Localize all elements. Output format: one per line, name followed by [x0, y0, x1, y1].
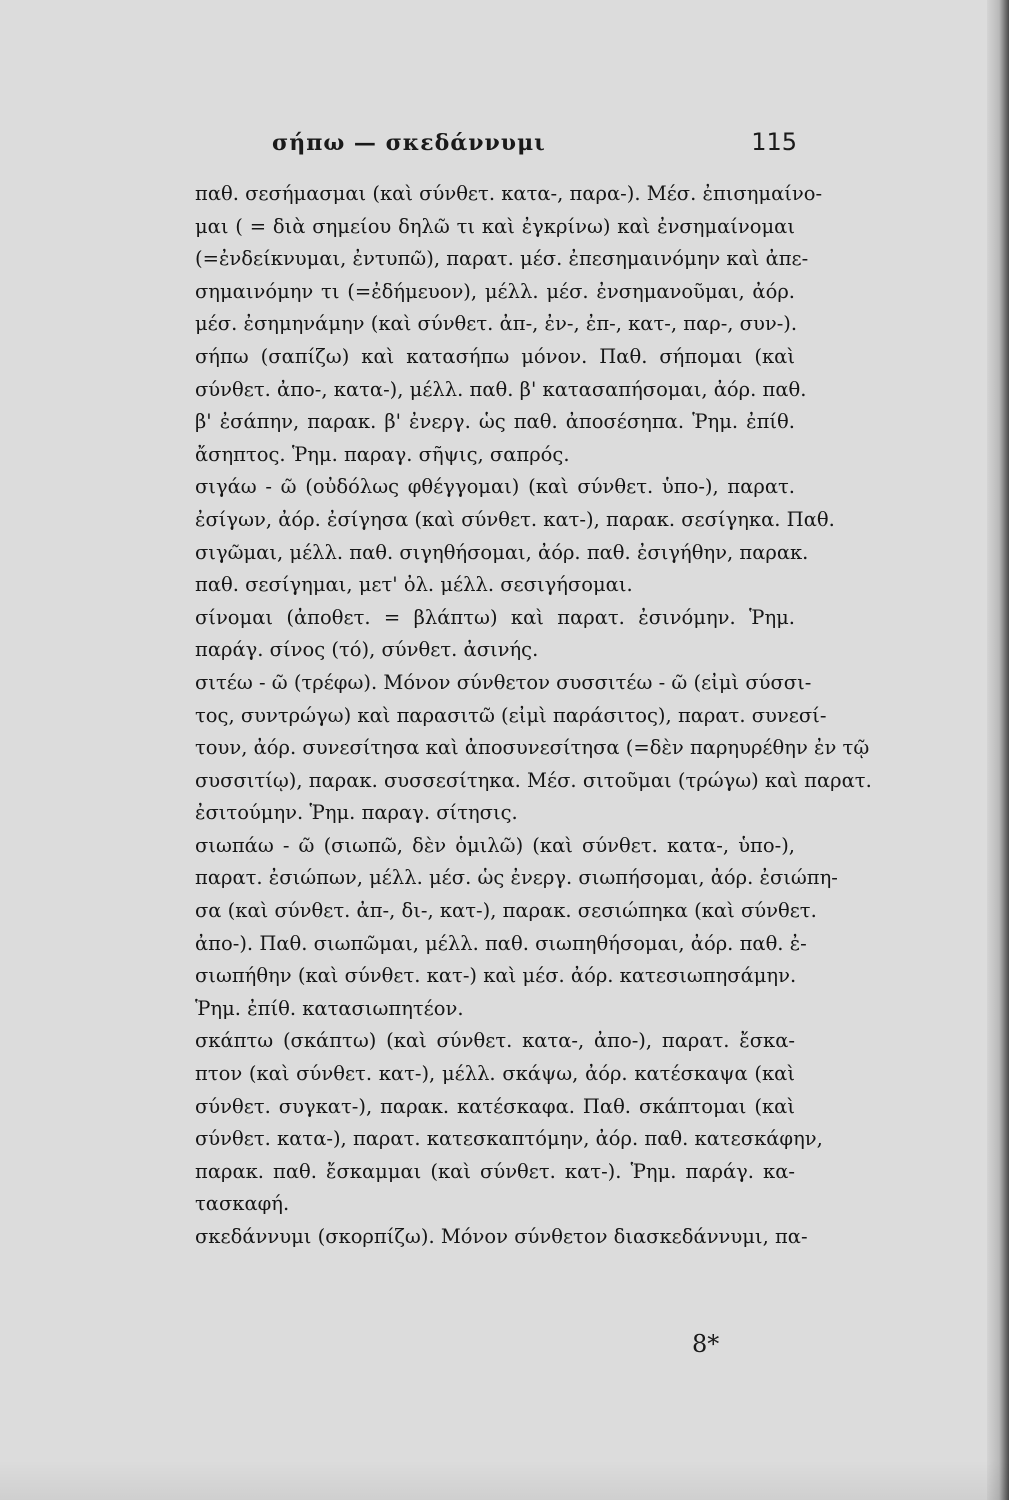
entry-line-sepo: σήπω (σαπίζω) καὶ κατασήπω μόνον. Παθ. σήπομαι (καὶ [195, 344, 795, 368]
text-line: σημαινόμην τι (=ἐδήμευον), μέλλ. μέσ. ἐνσημανοῦμαι, ἀόρ. [195, 279, 795, 303]
entry-line-sigao: σιγάω - ῶ (οὐδόλως φθέγγομαι) (καὶ σύνθετ. ὑπο-), παρατ. [195, 475, 795, 499]
text-line: (=ἐνδείκνυμαι, ἐντυπῶ), παρατ. μέσ. ἐπεσημαινόμην καὶ ἀπε- [195, 247, 809, 271]
page-header [212, 126, 797, 162]
text-line: τος, συντρώγω) καὶ παρασιτῶ (εἰμὶ παράσιτος), παρατ. συνεσί- [195, 703, 827, 727]
entry-line-siteo: σιτέω - ῶ (τρέφω). Μόνον σύνθετον συσσιτέω - ῶ (εἰμὶ σύσσι- [195, 670, 812, 694]
text-line: τουν, ἀόρ. συνεσίτησα καὶ ἀποσυνεσίτησα (=δὲν παρηυρέθην ἐν τῷ [195, 736, 870, 760]
text-line: παρατ. ἐσιώπων, μέλλ. μέσ. ὡς ἐνεργ. σιωπήσομαι, ἀόρ. ἐσιώπη- [195, 866, 838, 890]
text-line: μέσ. ἐσημηνάμην (καὶ σύνθετ. ἀπ-, ἐν-, ἐπ-, κατ-, παρ-, συν-). [195, 312, 798, 336]
text-line: ἐσίγων, ἀόρ. ἐσίγησα (καὶ σύνθετ. κατ-), παρακ. σεσίγηκα. Παθ. [195, 507, 835, 531]
running-head: σήπω — σκεδάννυμι [272, 130, 546, 156]
text-line: σιγῶμαι, μέλλ. παθ. σιγηθήσομαι, ἀόρ. παθ. ἐσιγήθην, παρακ. [195, 540, 809, 564]
page-bottom-shade [0, 1460, 1009, 1500]
text-line: παρακ. παθ. ἔσκαμμαι (καὶ σύνθετ. κατ-). Ῥημ. παράγ. κα- [195, 1159, 795, 1183]
text-line: σύνθετ. συγκατ-), παρακ. κατέσκαφα. Παθ. σκάπτομαι (καὶ [195, 1094, 795, 1118]
text-line: σιωπήθην (καὶ σύνθετ. κατ-) καὶ μέσ. ἀόρ. κατεσιωπησάμην. [195, 964, 797, 988]
text-line: Ῥημ. ἐπίθ. κατασιωπητέον. [195, 996, 464, 1020]
text-line: ἐσιτούμην. Ῥημ. παραγ. σίτησις. [195, 801, 518, 825]
text-line: μαι ( = διὰ σημείου δηλῶ τι καὶ ἐγκρίνω) καὶ ἐνσημαίνομαι [195, 214, 795, 238]
entry-line-skapto: σκάπτω (σκάπτω) (καὶ σύνθετ. κατα-, ἀπο-), παρατ. ἔσκα- [195, 1029, 795, 1053]
text-line: παράγ. σίνος (τό), σύνθετ. ἀσινής. [195, 638, 539, 662]
text-line: σύνθετ. κατα-), παρατ. κατεσκαπτόμην, ἀόρ. παθ. κατεσκάφην, [195, 1127, 823, 1151]
text-line: παθ. σεσήμασμαι (καὶ σύνθετ. κατα-, παρα-). Μέσ. ἐπισημαίνο- [195, 182, 823, 205]
text-line: ἀπο-). Παθ. σιωπῶμαι, μέλλ. παθ. σιωπηθήσομαι, ἀόρ. παθ. ἐ- [195, 931, 807, 955]
entry-line-siopao: σιωπάω - ῶ (σιωπῶ, δὲν ὁμιλῶ) (καὶ σύνθετ. κατα-, ὑπο-), [195, 833, 795, 857]
text-line: β' ἐσάπην, παρακ. β' ἐνεργ. ὡς παθ. ἀποσέσηπα. Ῥημ. ἐπίθ. [195, 410, 795, 434]
text-line: ἄσηπτος. Ῥημ. παραγ. σῆψις, σαπρός. [195, 442, 570, 466]
dictionary-entries [195, 178, 872, 1254]
printer-signature-mark: 8* [692, 1330, 720, 1358]
page-edge-shadow [987, 0, 1009, 1500]
page-number: 115 [751, 128, 797, 156]
entry-line-sinomai: σίνομαι (ἀποθετ. = βλάπτω) καὶ παρατ. ἐσινόμην. Ῥημ. [195, 605, 795, 629]
text-line: παθ. σεσίγημαι, μετ' ὀλ. μέλλ. σεσιγήσομαι. [195, 573, 633, 597]
text-line: πτον (καὶ σύνθετ. κατ-), μέλλ. σκάψω, ἀόρ. κατέσκαψα (καὶ [195, 1062, 795, 1086]
text-line: τασκαφή. [195, 1192, 290, 1216]
entry-line-skedannymi: σκεδάννυμι (σκορπίζω). Μόνον σύνθετον διασκεδάννυμι, πα- [195, 1225, 808, 1248]
text-line: σα (καὶ σύνθετ. ἀπ-, δι-, κατ-), παρακ. σεσιώπηκα (καὶ σύνθετ. [195, 899, 817, 923]
text-line: συσσιτίῳ), παρακ. συσσεσίτηκα. Μέσ. σιτοῦμαι (τρώγω) καὶ παρατ. [195, 768, 872, 792]
text-line: σύνθετ. ἀπο-, κατα-), μέλλ. παθ. β' κατασαπήσομαι, ἀόρ. παθ. [195, 377, 807, 401]
